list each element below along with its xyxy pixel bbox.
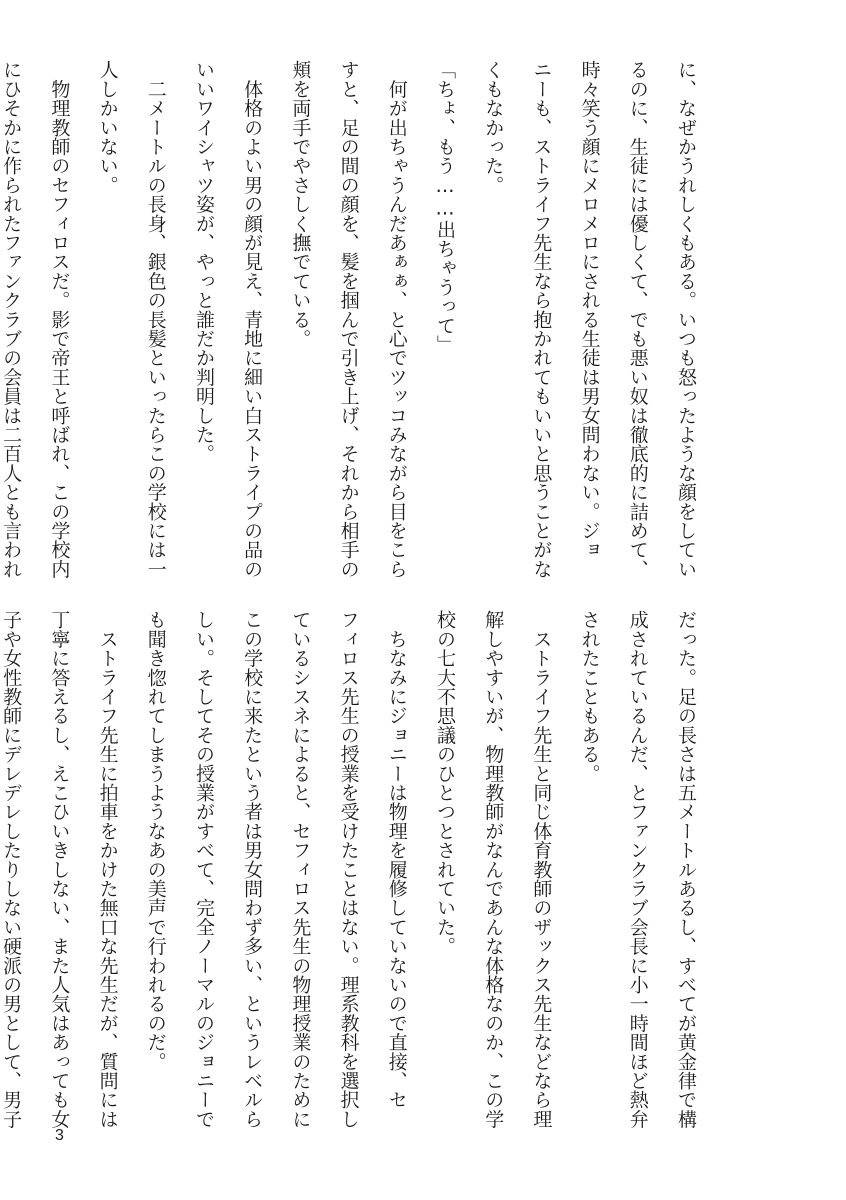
- text-column: 丁寧に答えるし、えこひいきしない、また人気はあっても女: [48, 610, 71, 1129]
- text-column: ニーも、ストライフ先生なら抱かれてもいいと思うことがな: [530, 60, 553, 579]
- page-number: 3: [55, 1127, 64, 1144]
- text-column: ストライフ先生に拍車をかけた無口な先生だが、質問には: [96, 610, 119, 1129]
- text-column: 校の七大不思議のひとつとされていた。: [433, 610, 456, 956]
- text-column: くもなかった。: [482, 60, 505, 195]
- text-column: 時々笑う顔にメロメロにされる生徒は男女問わない。ジョ: [578, 60, 601, 560]
- text-column: ストライフ先生と同じ体育教師のザックス先生などなら理: [530, 610, 553, 1129]
- text-column: も聞き惚れてしまうようなあの美声で行われるのだ。: [144, 610, 167, 1071]
- text-column: 子や女性教師にデレデレしたりしない硬派の男として、男子: [0, 610, 23, 1129]
- text-column: ているシスネによると、セフィロス先生の物理授業のために: [289, 610, 312, 1129]
- text-column: 解しやすいが、物理教師がなんであんな体格なのか、この学: [482, 610, 505, 1129]
- text-column: フィロス先生の授業を受けたことはない。理系教科を選択し: [337, 610, 360, 1129]
- text-column: に、なぜかうれしくもある。いつも怒ったような顔をしてい: [675, 60, 697, 579]
- text-column: るのに、生徒には優しくて、でも悪い奴は徹底的に詰めて、: [626, 60, 649, 579]
- text-column: この学校に来たという者は男女問わず多い、というレベルら: [241, 610, 264, 1129]
- text-column: 物理教師のセフィロスだ。影で帝王と呼ばれ、この学校内: [48, 60, 71, 579]
- text-block-lower: [0, 610, 710, 1129]
- text-column: 成されているんだ、とファンクラブ会長に小一時間ほど熱弁: [626, 610, 649, 1129]
- text-column: 二メートルの長身、銀色の長髪といったらこの学校には一: [144, 60, 167, 579]
- text-column: にひそかに作られたファンクラブの会員は二百人とも言われ: [0, 60, 23, 579]
- text-column: だった。足の長さは五メートルあるし、すべてが黄金律で構: [675, 610, 697, 1129]
- text-column: 人しかいない。: [96, 60, 119, 195]
- text-column: ちなみにジョニーは物理を履修していないので直接、セ: [385, 610, 408, 1110]
- text-column: 頬を両手でやさしく撫でている。: [289, 60, 312, 348]
- text-column: すと、足の間の顔を、髪を掴んで引き上げ、それから相手の: [337, 60, 360, 579]
- text-block-upper: [0, 60, 710, 579]
- text-column: されたこともある。: [578, 610, 601, 783]
- text-column: いいワイシャツ姿が、やっと誰だか判明した。: [192, 60, 215, 464]
- text-column: しい。そしてその授業がすべて、完全ノーマルのジョニーで: [192, 610, 215, 1129]
- text-column: 体格のよい男の顔が見え、青地に細い白ストライプの品の: [241, 60, 264, 579]
- text-column: 「ちょ、もう……出ちゃうって」: [433, 60, 456, 354]
- text-column: 何が出ちゃうんだあぁぁ、と心でツッコみながら目をこら: [385, 60, 408, 579]
